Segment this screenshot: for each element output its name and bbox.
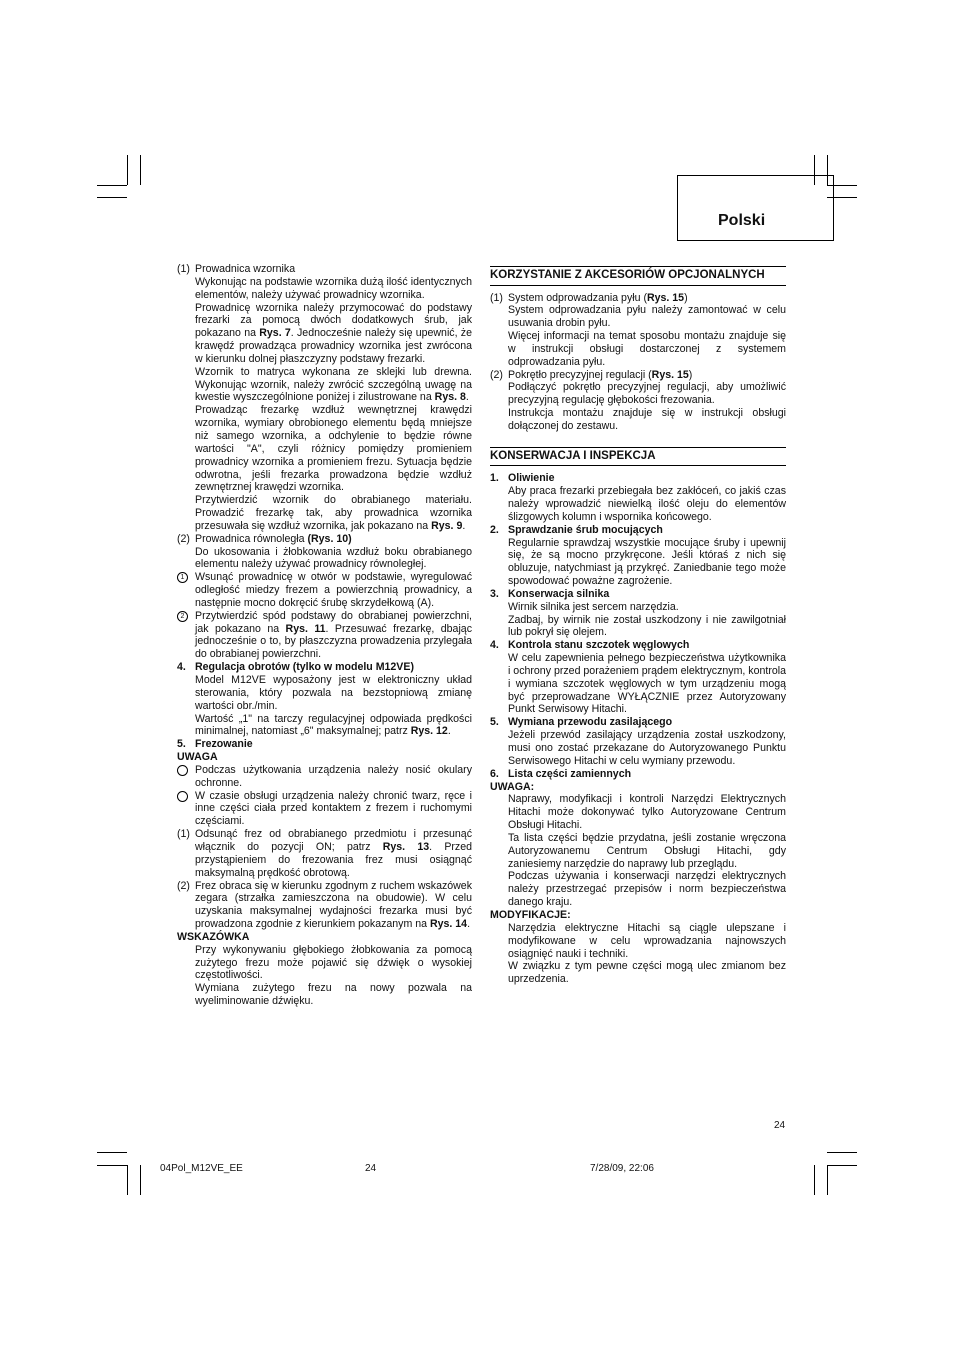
text: System odprowadzania pyłu ( — [508, 291, 647, 304]
text: . — [467, 918, 471, 931]
paragraph: Naprawy, modyfikacji i kontroli Narzędzi Elektrycznych Hitachi może dokonywać tylko Autoryzowane Centrum Obsługi Hitachi. — [508, 793, 786, 832]
paragraph — [195, 828, 472, 879]
page-number: 24 — [774, 1120, 786, 1131]
item-marker: 1. — [490, 472, 499, 485]
routing-section — [177, 738, 472, 751]
paragraph: Wsunąć prowadnicę w otwór w podstawie, wyregulować odległość miedzy frezem a powierzchnią prowadnicy, a następnie mocno dokręcić śrubę skrzydełkową (A). — [195, 571, 472, 609]
figure-ref: Rys. 12 — [410, 725, 448, 738]
section-title: Frezowanie — [195, 738, 253, 751]
paragraph: W czasie obsługi urządzenia należy chronić twarz, ręce i inne części ciała przed kontaktem z frezem i ruchomymi częściami. — [195, 789, 472, 828]
text: Przytwierdzić wzornik do obrabianego materiału. Prowadzić frezarkę tak, aby prowadnica wzornika przesuwała się wzdłuż wzornika, jak pokazano na — [195, 494, 472, 532]
paragraph: Więcej informacji na temat sposobu montażu znajduje się w instrukcji obsługi dostarczonej z systemem odprowadzania pyłu. — [508, 330, 786, 368]
section-heading-accessories: KORZYSTANIE Z AKCESORIÓW OPCJONALNYCH — [490, 266, 786, 286]
text: Przytwierdzić spód podstawy do obrabianej powierzchni, jak pokazano na — [195, 609, 472, 635]
language-box — [677, 175, 834, 241]
section-title: Regulacja obrotów (tylko w modelu M12VE) — [195, 661, 414, 674]
paragraph: Regularnie sprawdzaj wszystkie mocujące śruby i upewnij się, że są mocno przykręcone. Jeśli któraś z nich się obluzuje, natychmiast ją przykręć. Zaniedbanie tego może spowodować poważne zagrożenie. — [508, 536, 786, 588]
item-marker: (1) — [177, 828, 190, 841]
paragraph: Model M12VE wyposażony jest w elektroniczny układ sterowania, który pozwala na bezstopniową zmianę wartości obr./min. — [195, 674, 472, 712]
item-marker: (1) — [177, 263, 190, 275]
maintenance-item — [490, 472, 786, 523]
text: . Przed przystąpieniem do frezowania frez musi osiągnąć maksymalną prędkość obrotową. — [195, 840, 473, 879]
item-marker: 5. — [177, 738, 186, 751]
item-title: Kontrola stanu szczotek węglowych — [508, 639, 690, 652]
item-title: Sprawdzanie śrub mocujących — [508, 523, 663, 536]
text: . — [447, 725, 451, 738]
paragraph — [195, 302, 472, 366]
item-title — [508, 369, 786, 382]
item-marker: (2) — [490, 368, 503, 381]
item-marker: 6. — [490, 767, 499, 780]
language-label: Polski — [718, 212, 766, 229]
item-title: Wymiana przewodu zasilającego — [508, 716, 673, 729]
crop-mark — [140, 155, 141, 185]
crop-mark — [127, 1165, 128, 1195]
item-marker: 4. — [177, 661, 186, 674]
paragraph: Podczas używania i konserwacji narzędzi elektrycznych należy przestrzegać przepisów i norm bezpieczeństwa danego kraju. — [508, 870, 786, 909]
spacer — [490, 433, 786, 447]
figure-ref: Rys. 7 — [259, 327, 291, 340]
crop-mark — [827, 1165, 857, 1166]
item-title — [195, 533, 472, 546]
paragraph — [195, 610, 472, 661]
speed-section — [177, 661, 472, 738]
text: Prowadnicę wzornika należy przymocować do podstawy frezarki za pomocą dwóch dodatkowych śrub, jak pokazano na — [195, 301, 472, 340]
paragraph: System odprowadzania pyłu należy zamontować w celu usuwania drobin pyłu. — [508, 304, 786, 330]
item-title: Konserwacja silnika — [508, 587, 610, 600]
text: Prowadnica równoległa — [195, 532, 308, 545]
paragraph — [195, 880, 472, 931]
crop-mark — [827, 1152, 857, 1153]
step-2 — [177, 610, 472, 661]
footer-page: 24 — [365, 1163, 377, 1174]
template-guide-section — [177, 263, 472, 533]
paragraph: Podłączyć pokrętło precyzyjnej regulacji, aby umożliwić precyzyjną regulację głębokości frezowania. — [508, 381, 786, 407]
footer-datetime: 7/28/09, 22:06 — [590, 1163, 654, 1174]
text: . — [465, 391, 469, 404]
paragraph: Aby praca frezarki przebiegała bez zakłóceń, co jakiś czas należy wprowadzić niewielką ilość oleju do elementów ślizgowych kolumn i wspornika końcowego. — [508, 485, 786, 523]
text: . Jednocześnie należy się upewnić, że krawędź prowadząca prowadnicy wzornika jest zwrócona w kierunku dolnej płaszczyzny podstawy frezarki. — [195, 327, 472, 365]
item-marker: (2) — [177, 532, 190, 545]
crop-mark — [140, 1165, 141, 1195]
paragraph: Ta lista części będzie przydatna, jeśli zostanie wręczona Autoryzowanemu Centrum Obsługi Hitachi, gdy zaniesiemy narzędzie do naprawy lub przeglądu. — [508, 831, 786, 870]
paragraph: Instrukcja montażu znajduje się w instrukcji obsługi dołączonej do zestawu. — [508, 407, 786, 432]
left-column — [177, 263, 472, 1008]
paragraph: Wykonując na podstawie wzornika dużą ilość identycznych elementów, należy używać prowadnicy wzornika. — [195, 275, 472, 301]
maintenance-item — [490, 524, 786, 588]
item-marker: 4. — [490, 639, 499, 652]
paragraph: Do ukosowania i żłobkowania wzdłuż boku obrabianego elementu należy używać prowadnicy równoległej. — [195, 545, 472, 571]
paragraph: Wirnik silnika jest sercem narzędzia. — [508, 600, 679, 613]
caution-item — [177, 764, 472, 790]
paragraph — [195, 494, 472, 533]
circle-bullet-icon — [177, 791, 188, 802]
maintenance-item — [490, 768, 786, 781]
circle-bullet-icon — [177, 765, 188, 776]
text: Pokrętło precyzyjnej regulacji ( — [508, 368, 652, 381]
crop-mark — [97, 1152, 127, 1153]
item-marker: 3. — [490, 587, 499, 600]
figure-ref: Rys. 15 — [651, 368, 689, 381]
text: Frez obraca się w kierunku zgodnym z ruchem wskazówek zegara (strzałka zamieszczona na obudowie). W celu uzyskania maksymalnej wydajności frezarka musi być prowadzona zgodnie z kierunkiem pokazanym na — [195, 879, 472, 931]
figure-ref: Rys. 8 — [434, 391, 466, 404]
figure-ref: Rys. 13 — [382, 840, 430, 853]
section-heading-maintenance: KONSERWACJA I INSPEKCJA — [490, 447, 786, 467]
item-marker: 5. — [490, 716, 499, 729]
paragraph: Przy wykonywaniu głębokiego żłobkowania za pomocą zużytego frezu może pojawić się dźwięk o wysokiej częstotliwości. — [195, 943, 472, 982]
paragraph: Wymiana zużytego frezu na nowy pozwala na wyeliminowanie dźwięku. — [195, 982, 472, 1008]
figure-ref: Rys. 9 — [431, 519, 463, 532]
text: ) — [684, 291, 688, 304]
item-title — [508, 292, 786, 305]
figure-ref: Rys. 11 — [285, 622, 326, 635]
right-column — [490, 266, 786, 986]
circled-number-icon: 1 — [177, 572, 188, 583]
item-marker: 2. — [490, 523, 499, 536]
item-title: Lista części zamiennych — [508, 767, 632, 780]
text: Wartość „1" na tarczy regulacyjnej odpowiada prędkości minimalnej, natomiast „6" maksymalnej; patrz — [195, 712, 472, 738]
paragraph — [195, 713, 472, 739]
paragraph: Zadbaj, by wirnik nie został uszkodzony i nie zawilgotniał lub pokrył się olejem. — [508, 613, 786, 639]
text: ) — [688, 368, 693, 381]
crop-mark — [97, 185, 127, 186]
paragraph: Prowadząc frezarkę wzdłuż wewnętrznej krawędzi wzornika, wymiary obrobionego elementu będą mniejsze niż samego wzornika, a odchylenie to będzie równe wartości "A", czyli różnicy pomiędzy promieniem prowadnicy wzornika a promieniem frezu. Sytuacja będzie odwrotna, jeśli frezarka prowadzona będzie wzdłuż zewnętrznej krawędzi wzornika. — [195, 404, 472, 494]
crop-mark — [97, 197, 127, 198]
accessory-knob — [490, 369, 786, 433]
hint-heading: WSKAZÓWKA — [177, 930, 250, 943]
paragraph: W związku z tym pewne części mogą ulec zmianom bez uprzedzenia. — [508, 960, 786, 986]
text: . Przesuwać frezarkę, dbając jednocześnie o to, by płaszczyzna prowadzenia przylegała do obrabianej powierzchni. — [195, 622, 472, 661]
item-marker: (1) — [490, 291, 503, 304]
crop-mark — [97, 1165, 127, 1166]
text: Wzornik to matryca wykonana ze sklejki lub drewna. Wykonując wzornik, należy zwrócić szczególną uwagę na kwestie wyszczególnione poniżej i zilustrowane na — [195, 365, 472, 404]
figure-ref: (Rys. 10) — [307, 532, 352, 545]
caution-heading: UWAGA: — [490, 780, 535, 793]
figure-ref: Rys. 14 — [429, 918, 468, 931]
figure-ref: Rys. 15 — [646, 291, 685, 304]
item-title: Prowadnica wzornika — [195, 263, 296, 275]
routing-step — [177, 828, 472, 879]
routing-step — [177, 880, 472, 931]
circled-number-icon: 2 — [177, 611, 188, 622]
paragraph: W celu zapewnienia pełnego bezpieczeństwa użytkownika i ochrony przed porażeniem prądem elektrycznym, kontrola i wymiana szczotek węglowych w tym urządzeniu mogą być przeprowadzane WYŁĄCZNIE przez Autoryzowany Punkt Serwisowy Hitachi. — [508, 652, 786, 716]
text: . — [462, 519, 466, 532]
crop-mark — [127, 155, 128, 185]
crop-mark — [827, 1165, 828, 1195]
item-title: Oliwienie — [508, 472, 555, 485]
text: Odsunąć frez od obrabianego przedmiotu i przesunąć włącznik do pozycji ON; patrz — [195, 828, 472, 853]
maintenance-item — [490, 716, 786, 767]
item-marker: (2) — [177, 879, 190, 892]
maintenance-item — [490, 588, 786, 639]
caution-heading: UWAGA — [177, 751, 218, 764]
modifications-heading: MODYFIKACJE: — [490, 908, 571, 921]
paragraph — [195, 366, 472, 405]
paragraph: Podczas użytkowania urządzenia należy nosić okulary ochronne. — [195, 763, 472, 789]
paragraph: Narzędzia elektryczne Hitachi są ciągle ulepszane i modyfikowane w celu wprowadzania najnowszych osiągnięć nauki i techniki. — [508, 921, 786, 960]
accessory-dust — [490, 292, 786, 369]
parallel-guide-section — [177, 533, 472, 572]
maintenance-item — [490, 639, 786, 716]
crop-mark — [814, 1165, 815, 1195]
caution-item — [177, 790, 472, 829]
paragraph: Jeżeli przewód zasilający urządzenia został uszkodzony, musi ono zostać przekazane do Autoryzowanego Punktu Serwisowego Hitachi w celu wymiany przewodu. — [508, 729, 786, 767]
step-1 — [177, 571, 472, 610]
footer-filename: 04Pol_M12VE_EE — [160, 1163, 243, 1174]
